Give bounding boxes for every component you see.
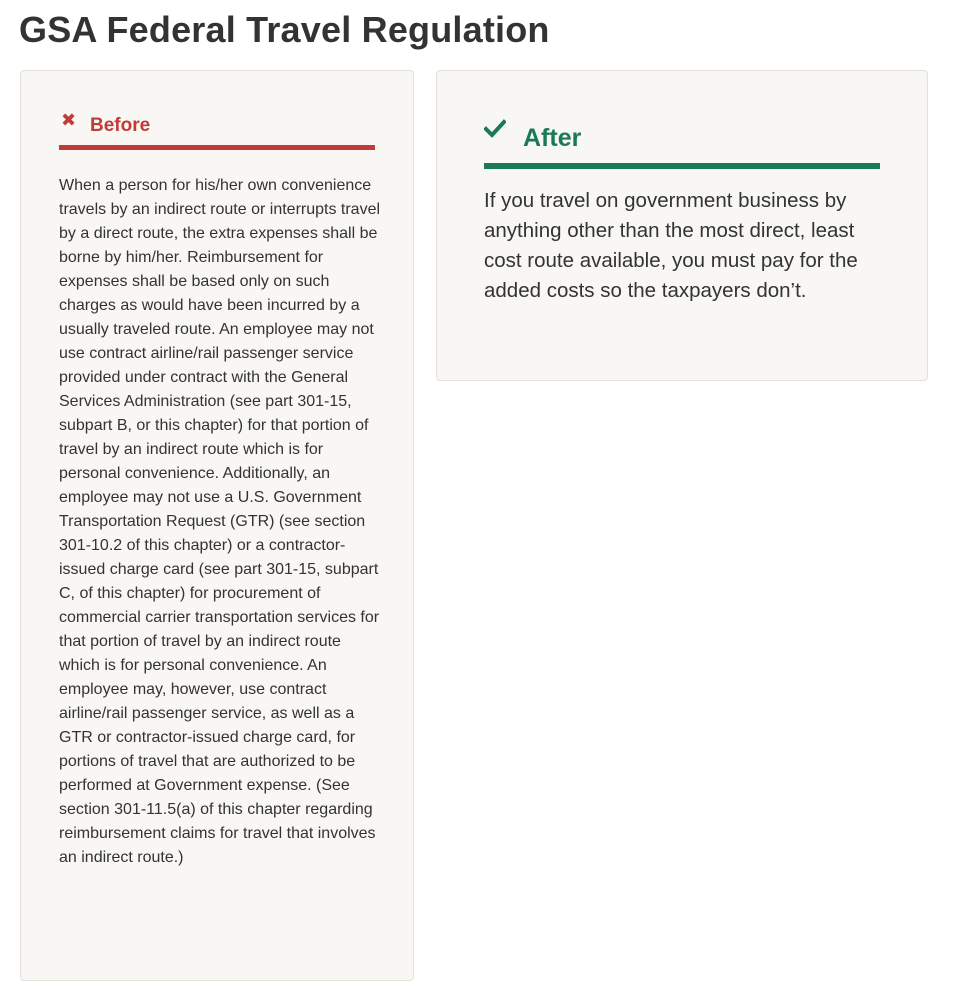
checkmark-icon bbox=[484, 119, 506, 139]
page-title: GSA Federal Travel Regulation bbox=[19, 9, 550, 50]
after-body-text: If you travel on government business by anything other than the most direct, least cost route available, you must pay for the added costs so the taxpayers don’t. bbox=[484, 189, 858, 302]
after-card bbox=[436, 70, 928, 381]
before-label: Before bbox=[90, 115, 151, 136]
before-body-text: When a person for his/her own convenience travels by an indirect route or interrupts travel by a direct route, the extra expenses shall be borne by him/her. Reimbursement for expenses shall be based only on such charges as would have been incurred by a usually traveled route. An employee may not use contract airline/rail passenger service provided under contract with the General Services Administration (see part 301-15, subpart B, or this chapter) for that portion of travel by an indirect route which is for personal convenience. Additionally, an employee may not use a U.S. Government Transportation Request (GTR) (see section 301-10.2 of this chapter) or a contractor-issued charge card (see part 301-15, subpart C, of this chapter) for procurement of commercial carrier transportation services for that portion of travel by an indirect route which is for personal convenience. An employee may, however, use contract airline/rail passenger service, as well as a GTR or contractor-issued charge card, for portions of travel that are authorized to be performed at Government expense. (See section 301-11.5(a) of this chapter regarding reimbursement claims for travel that involves an indirect route.) bbox=[59, 177, 381, 866]
after-heading bbox=[484, 119, 880, 169]
after-label: After bbox=[523, 124, 582, 152]
close-x-icon: ✖ bbox=[61, 110, 77, 130]
before-card bbox=[20, 70, 414, 981]
before-heading bbox=[59, 109, 375, 150]
